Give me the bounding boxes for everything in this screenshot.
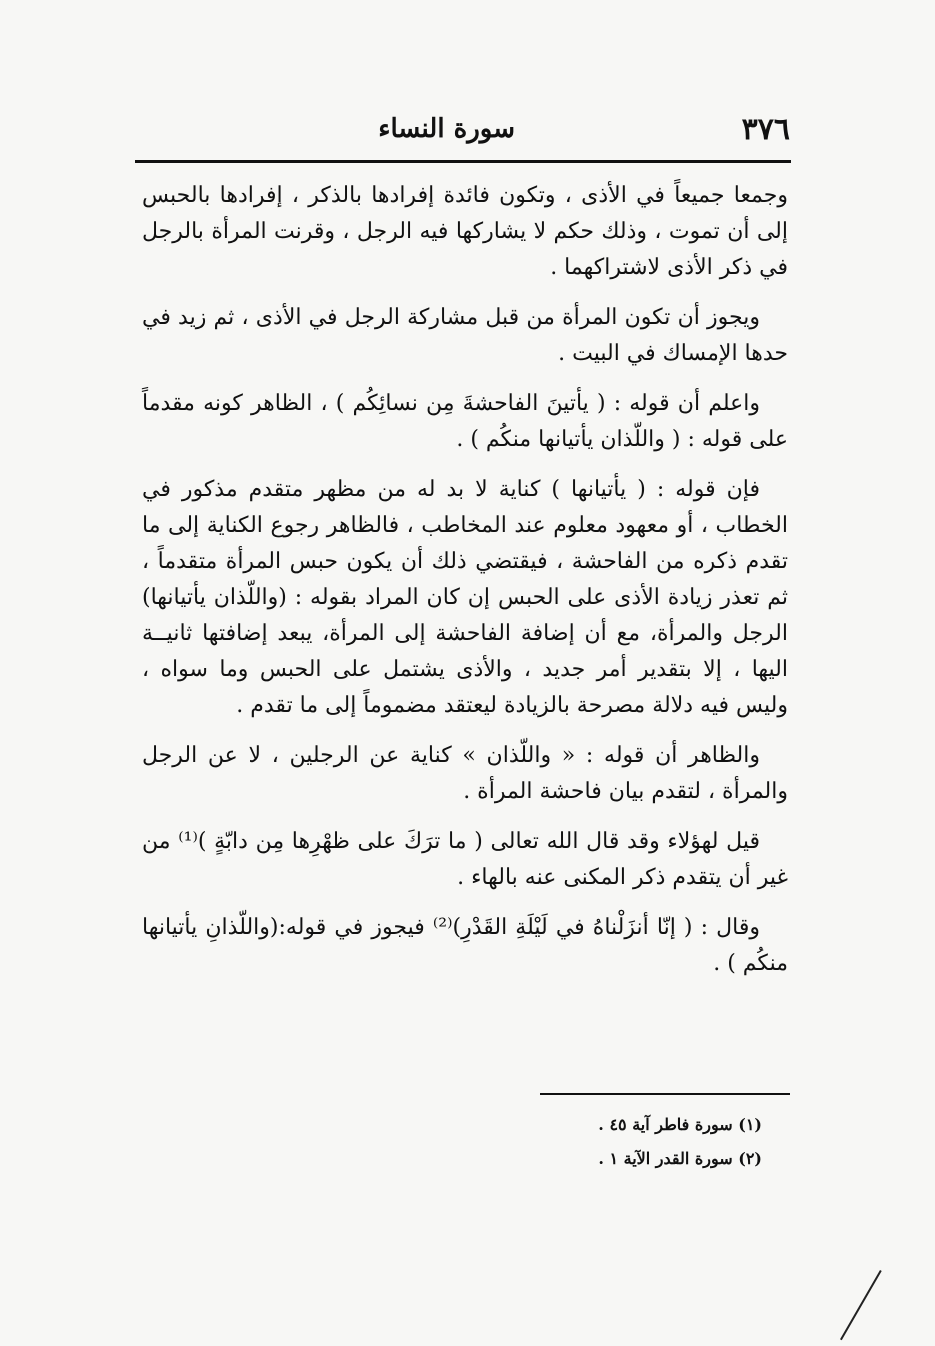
paragraph: والظاهر أن قوله : « واللّذان » كناية عن الرجلين ، لا عن الرجل والمرأة ، لتقدم بيان فاحشة المرأة .	[142, 743, 788, 804]
page-header	[140, 112, 790, 152]
footnotes	[500, 1108, 762, 1176]
page-number: ٣٧٦	[741, 112, 790, 147]
paragraph: ويجوز أن تكون المرأة من قبل مشاركة الرجل في الأذى ، ثم زيد في حدها الإمساك في البيت .	[142, 305, 788, 366]
paragraph: فإن قوله : ( يأتيانها ) كناية لا بد له من مظهر متقدم مذكور في الخطاب ، أو معهود معلوم عند المخاطب ، فالظاهر رجوع الكناية إلى ما تقدم ذكره من الفاحشة ، فيقتضي ذلك أن يكون حبس المرأة متقدماً ، ثم تعذر زيادة الأذى على الحبس إن كان المراد بقوله : (واللّذان يأتيانها) الرجل والمرأة، مع أن إضافة الفاحشة إلى المرأة، يبعد إضافتها ثانيــة اليها ، إلا بتقدير أمر جديد ، والأذى يشتمل على الحبس وما سواه ، وليس فيه دلالة مصرحة بالزيادة ليعتقد مضموماً إلى ما تقدم .	[142, 477, 788, 718]
paragraph: قيل لهؤلاء وقد قال الله تعالى ( ما ترَكَ على ظهْرِها مِن دابّةٍ )⁽¹⁾ من غير أن يتقدم ذكر المكنى عنه بالهاء .	[142, 829, 788, 890]
footnote-rule	[540, 1093, 790, 1095]
paragraph: وقال : ( إنّا أنزَلْناهُ في لَيْلَةِ القَدْرِ)⁽²⁾ فيجوز في قوله:(واللّذانِ يأتيانها منكُم ) .	[142, 915, 788, 976]
running-title: سورة النساء	[378, 114, 515, 144]
paragraph: واعلم أن قوله : ( يأتينَ الفاحشةَ مِن نسائِكُم ) ، الظاهر كونه مقدماً على قوله : ( واللّذان يأتيانها منكُم ) .	[142, 391, 788, 452]
footnote: (١) سورة فاطر آية ٤٥ .	[598, 1115, 762, 1134]
scan-mark	[840, 1270, 882, 1340]
header-rule	[135, 160, 791, 163]
paragraph: وجمعا جميعاً في الأذى ، وتكون فائدة إفرادها بالذكر ، إفرادها بالحبس إلى أن تموت ، وذلك حكم لا يشاركها فيه الرجل ، وقرنت المرأة بالرجل في ذكر الأذى لاشتراكهما .	[142, 183, 788, 280]
footnote: (٢) سورة القدر الآية ١ .	[598, 1149, 762, 1168]
body-text	[142, 178, 788, 996]
